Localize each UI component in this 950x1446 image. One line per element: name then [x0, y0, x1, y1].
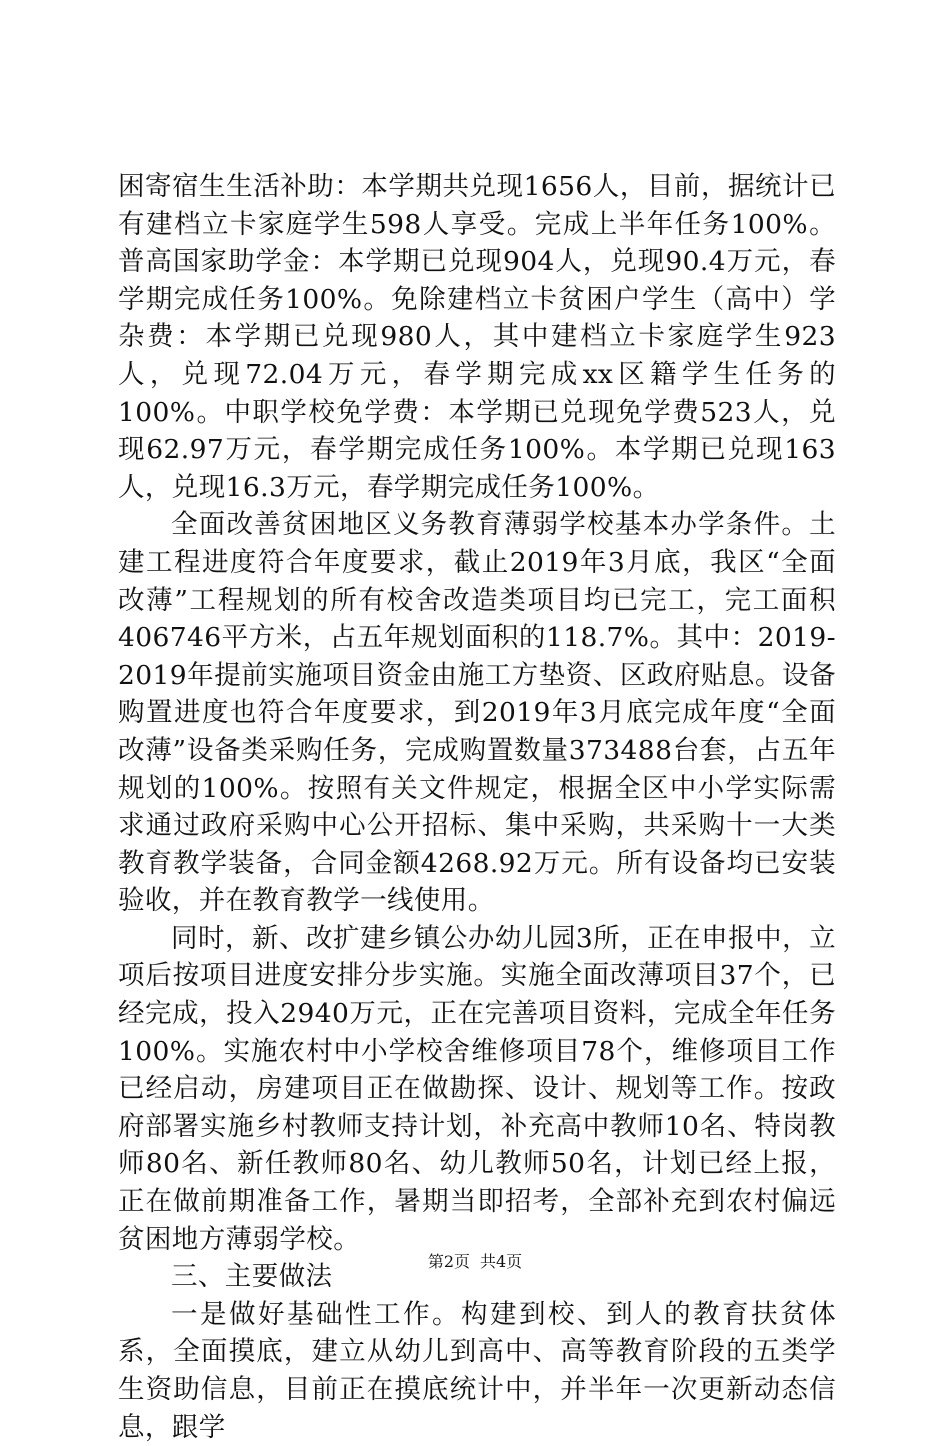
paragraph-basic-work: 一是做好基础性工作。构建到校、到人的教育扶贫体系，全面摸底，建立从幼儿到高中、高等教育阶段的五类学生资助信息，目前正在摸底统计中，并半年一次更新动态信息，跟学 [118, 1298, 836, 1443]
paragraph-school-improvement: 全面改善贫困地区义务教育薄弱学校基本办学条件。土建工程进度符合年度要求，截止2019年3月底，我区“全面改薄”工程规划的所有校舍改造类项目均已完工，完工面积406746平方米，占五年规划面积的118.7%。其中：2019-2019年提前实施项目资金由施工方垫资、区政府贴息。设备购置进度也符合年度要求，到2019年3月底完成年度“全面改薄”设备类采购任务，完成购置数量373488台套，占五年规划的100%。按照有关文件规定，根据全区中小学实际需求通过政府采购中心公开招标、集中采购，共采购十一大类教育教学装备，合同金额4268.92万元。所有设备均已安装验收，并在教育教学一线使用。 [118, 509, 836, 917]
paragraph-student-subsidy: 困寄宿生生活补助：本学期共兑现1656人，目前，据统计已有建档立卡家庭学生598人享受。完成上半年任务100%。普高国家助学金：本学期已兑现904人，兑现90.4万元，春学期完成任务100%。免除建档立卡贫困户学生（高中）学杂费：本学期已兑现980人，其中建档立卡家庭学生923人，兑现72.04万元，春学期完成xx区籍学生任务的100%。中职学校免学费：本学期已兑现免学费523人，兑现62.97万元，春学期完成任务100%。本学期已兑现163人，兑现16.3万元，春学期完成任务100%。 [118, 171, 836, 503]
page-footer [0, 1252, 950, 1272]
section-heading-main-methods: 三、主要做法 [171, 1261, 333, 1293]
page-number-total: 共4页 [480, 1252, 523, 1271]
paragraph-kindergarten-construction: 同时，新、改扩建乡镇公办幼儿园3所，正在申报中，立项后按项目进度安排分步实施。实施全面改薄项目37个，已经完成，投入2940万元，正在完善项目资料，完成全年任务100%。实施农村中小学校舍维修项目78个，维修项目工作已经启动，房建项目正在做勘探、设计、规划等工作。按政府部署实施乡村教师支持计划，补充高中教师10名、特岗教师80名、新任教师80名、幼儿教师50名，计划已经上报，正在做前期准备工作，暑期当即招考，全部补充到农村偏远贫困地方薄弱学校。 [118, 922, 836, 1255]
page-number-current: 第2页 [427, 1252, 470, 1271]
